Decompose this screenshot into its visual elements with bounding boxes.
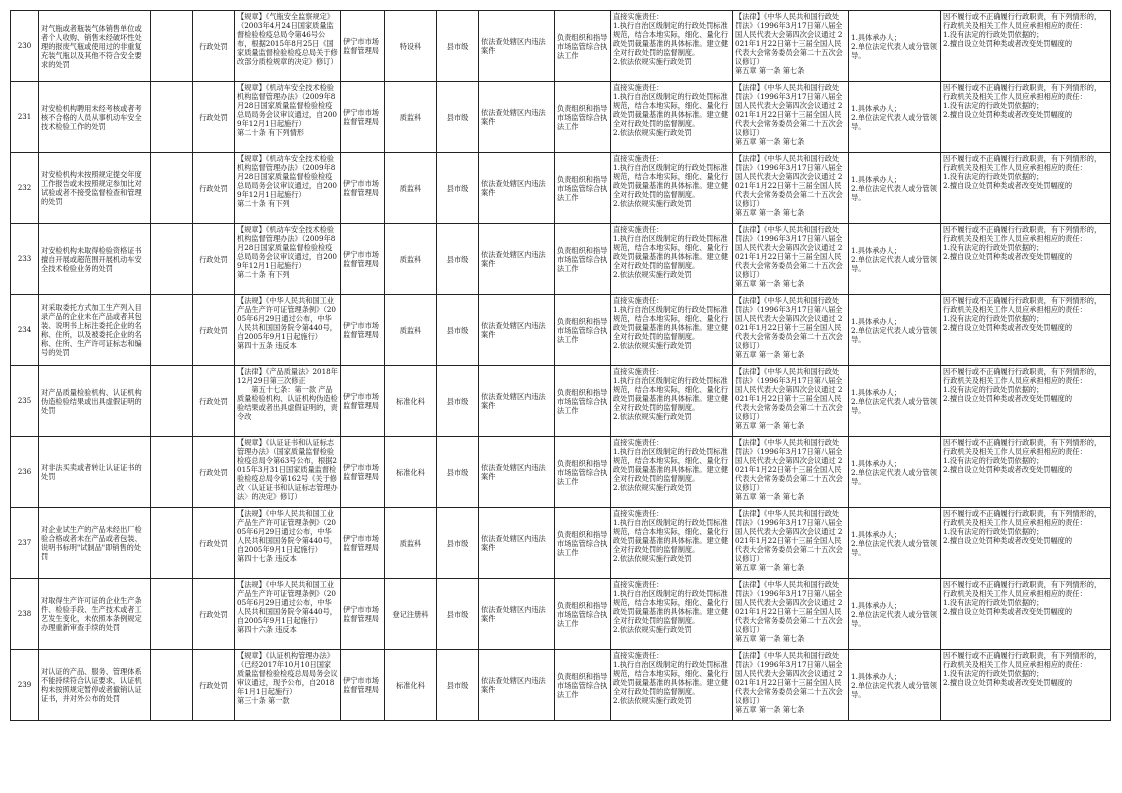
accountability-cell <box>941 508 1111 579</box>
department: 标准化科 <box>396 680 425 690</box>
accountability-cell <box>941 437 1111 508</box>
responsibility-cell <box>611 224 733 295</box>
subject-cell <box>849 82 941 153</box>
row-number: 239 <box>17 680 32 689</box>
duty-cell <box>555 82 611 153</box>
item-type-cell <box>193 224 235 295</box>
department-cell <box>385 650 437 721</box>
item-type-cell <box>193 82 235 153</box>
accountability: 因不履行或不正确履行行政职责，有下列情形的，行政机关及相关工作人员应承担相应的责任： 1.没有法定的行政处罚依据的； 2.擅自设立处罚种类或者改变处罚幅度的 <box>943 580 1102 616</box>
row-number-cell <box>11 366 39 437</box>
responsibility-cell <box>611 366 733 437</box>
accountability-cell <box>941 224 1111 295</box>
subject-cell <box>849 153 941 224</box>
table-row <box>11 366 1111 437</box>
scope-cell <box>479 11 555 82</box>
row-number-cell <box>11 650 39 721</box>
responsibility-basis-cell <box>733 508 849 579</box>
responsibility-cell <box>611 579 733 650</box>
responsible-subject: 1.具体承办人； 2.单位法定代表人或分管领导。 <box>851 671 937 699</box>
row-number: 234 <box>17 325 32 334</box>
department-cell <box>385 224 437 295</box>
item-type: 行政处罚 <box>199 609 228 619</box>
subject-cell <box>849 295 941 366</box>
accountability-cell <box>941 295 1111 366</box>
agency: 伊宁市市场监督管理局 <box>343 179 379 197</box>
agency: 伊宁市市场监督管理局 <box>343 250 379 268</box>
item-name-cell <box>39 437 151 508</box>
document-page <box>10 10 1110 721</box>
subject-cell <box>849 224 941 295</box>
level-cell <box>437 508 479 579</box>
row-number: 233 <box>17 254 32 263</box>
agency-cell <box>341 11 385 82</box>
scope-cell <box>479 295 555 366</box>
accountability: 因不履行或不正确履行行政职责，有下列情形的，行政机关及相关工作人员应承担相应的责任： 1.没有法定的行政处罚依据的； 2.擅自设立处罚种类或者改变处罚幅度的 <box>943 367 1102 403</box>
level-cell <box>437 366 479 437</box>
duty-cell <box>555 650 611 721</box>
legal-basis-cell <box>235 11 341 82</box>
level: 县市级 <box>446 396 469 406</box>
duty-cell <box>555 437 611 508</box>
agency: 伊宁市市场监督管理局 <box>343 392 379 410</box>
item-name-cell <box>39 366 151 437</box>
duty: 负责组织和指导市场监管综合执法工作 <box>557 600 608 628</box>
responsibility: 直接实施责任： 1.执行自治区级制定的行政处罚标准规范，结合本地实际，细化、量化行政处罚裁量基准的具体标准。建立健全对行政处罚的监督制度。 2.依法依规实施行政处罚 <box>613 651 729 705</box>
item-type: 行政处罚 <box>199 680 228 690</box>
legal-basis: 【规章】《认证证书和认证标志管理办法》（国家质量监督检验检疫总局令第63号公布，根据2015年3月31日国家质量监督检验检疫总局令第162号《关于修改〈认证证书和认证标志管理办法〉的决定》修订） <box>237 438 338 501</box>
accountability: 因不履行或不正确履行行政职责，有下列情形的，行政机关及相关工作人员应承担相应的责任： 1.没有法定的行政处罚依据的； 2.擅自设立处罚种类或者改变处罚幅度的 <box>943 296 1102 332</box>
legal-basis-cell <box>235 295 341 366</box>
row-number-cell <box>11 579 39 650</box>
scope: 依法查处辖区内违法案件 <box>481 250 546 268</box>
table-row <box>11 579 1111 650</box>
level: 县市级 <box>446 254 469 264</box>
scope-cell <box>479 82 555 153</box>
row-number-cell <box>11 508 39 579</box>
responsibility-basis-cell <box>733 295 849 366</box>
scope: 依法查处辖区内违法案件 <box>481 321 546 339</box>
blank-cell <box>151 224 193 295</box>
scope: 依法查处辖区内违法案件 <box>481 676 546 694</box>
scope: 依法查处辖区内违法案件 <box>481 605 546 623</box>
item-type: 行政处罚 <box>199 112 228 122</box>
responsibility: 直接实施责任： 1.执行自治区级制定的行政处罚标准规范，结合本地实际，细化、量化行政处罚裁量基准的具体标准。建立健全对行政处罚的监督制度。 2.依法依规实施行政处罚 <box>613 438 729 492</box>
legal-basis-cell <box>235 650 341 721</box>
responsibility-basis: 【法律】《中华人民共和国行政处罚法》（1996年3月17日第八届全国人民代表大会第四次会议通过 2021年1月22日第十三届全国人民代表大会常务委员会第二十五次会议修订） 第五章 第一条 第七条 <box>735 580 843 643</box>
responsible-subject: 1.具体承办人； 2.单位法定代表人或分管领导。 <box>851 103 937 131</box>
agency: 伊宁市市场监督管理局 <box>343 463 379 481</box>
blank-cell <box>151 295 193 366</box>
table-row <box>11 11 1111 82</box>
item-name-cell <box>39 224 151 295</box>
duty: 负责组织和指导市场监管综合执法工作 <box>557 316 608 344</box>
department: 标准化科 <box>396 396 425 406</box>
accountability: 因不履行或不正确履行行政职责，有下列情形的，行政机关及相关工作人员应承担相应的责任： 1.没有法定的行政处罚依据的； 2.擅自设立处罚种类或者改变处罚幅度的 <box>943 154 1102 190</box>
row-number: 232 <box>17 183 32 192</box>
department-cell <box>385 295 437 366</box>
item-type-cell <box>193 366 235 437</box>
item-name-cell <box>39 11 151 82</box>
item-type-cell <box>193 153 235 224</box>
item-type-cell <box>193 11 235 82</box>
legal-basis-cell <box>235 579 341 650</box>
responsibility-basis: 【法律】《中华人民共和国行政处罚法》（1996年3月17日第八届全国人民代表大会第四次会议通过 2021年1月22日第十三届全国人民代表大会常务委员会第二十五次会议修订） 第五章 第一条 第七条 <box>735 367 843 430</box>
row-number: 230 <box>17 41 32 50</box>
legal-basis: 【规章】《机动车安全技术检验机构监督管理办法》（2009年8月28日国家质量监督检验检疫总局局务会议审议通过，自2009年12月1日起施行） 第二十条 有下列 <box>237 154 337 208</box>
legal-basis: 【规章】《机动车安全技术检验机构监督管理办法》（2009年8月28日国家质量监督检验检疫总局局务会议审议通过，自2009年12月1日起施行） 第二十条 有下列 <box>237 225 337 279</box>
level-cell <box>437 650 479 721</box>
accountability: 因不履行或不正确履行行政职责，有下列情形的，行政机关及相关工作人员应承担相应的责任： 1.没有法定的行政处罚依据的； 2.擅自设立处罚种类或者改变处罚幅度的 <box>943 12 1102 48</box>
department: 质监科 <box>399 183 422 193</box>
responsibility-basis-cell <box>733 224 849 295</box>
department-cell <box>385 153 437 224</box>
subject-cell <box>849 11 941 82</box>
blank-cell <box>151 82 193 153</box>
row-number-cell <box>11 295 39 366</box>
responsibility: 直接实施责任： 1.执行自治区级制定的行政处罚标准规范，结合本地实际，细化、量化行政处罚裁量基准的具体标准。建立健全对行政处罚的监督制度。 2.依法依规实施行政处罚 <box>613 12 729 66</box>
duty: 负责组织和指导市场监管综合执法工作 <box>557 671 608 699</box>
legal-basis: 【法规】《中华人民共和国工业产品生产许可证管理条例》（2005年6月29日通过公布，中华人民共和国国务院令第440号，自2005年9月1日起施行） 第四十六条 违反本 <box>237 580 337 634</box>
item-name: 对安检机构聘用未经考核或者考核不合格的人员从事机动车安全技术检验工作的处罚 <box>41 103 142 131</box>
responsible-subject: 1.具体承办人； 2.单位法定代表人或分管领导。 <box>851 245 937 273</box>
duty: 负责组织和指导市场监管综合执法工作 <box>557 387 608 415</box>
agency-cell <box>341 153 385 224</box>
scope: 依法查处辖区内违法案件 <box>481 392 546 410</box>
item-name-cell <box>39 82 151 153</box>
row-number-cell <box>11 153 39 224</box>
item-name: 对气瓶或者瓶装气体销售单位或者个人收购、销售未经破坏性处理的报废气瓶或使用过的非重复充装气瓶以及其他不符合安全要求的处罚 <box>41 23 142 69</box>
item-type-cell <box>193 579 235 650</box>
item-type: 行政处罚 <box>199 396 228 406</box>
item-type: 行政处罚 <box>199 254 228 264</box>
scope-cell <box>479 224 555 295</box>
department: 质监科 <box>399 112 422 122</box>
legal-basis-cell <box>235 82 341 153</box>
responsible-subject: 1.具体承办人； 2.单位法定代表人或分管领导。 <box>851 458 937 486</box>
department-cell <box>385 437 437 508</box>
item-name: 对认证的产品、服务、管理体系不能持续符合认证要求，认证机构未按照规定暂停或者撤销认证证书，并对外公布的处罚 <box>41 667 142 703</box>
scope: 依法查处辖区内违法案件 <box>481 463 546 481</box>
accountability-cell <box>941 153 1111 224</box>
legal-basis-cell <box>235 437 341 508</box>
item-type: 行政处罚 <box>199 41 228 51</box>
accountability: 因不履行或不正确履行行政职责，有下列情形的，行政机关及相关工作人员应承担相应的责任： 1.没有法定的行政处罚依据的； 2.擅自设立处罚种类或者改变处罚幅度的 <box>943 225 1102 261</box>
duty: 负责组织和指导市场监管综合执法工作 <box>557 32 608 60</box>
responsibility-cell <box>611 508 733 579</box>
responsibility-basis: 【法律】《中华人民共和国行政处罚法》（1996年3月17日第八届全国人民代表大会第四次会议通过 2021年1月22日第十三届全国人民代表大会常务委员会第二十五次会议修订） 第五章 第一条 第七条 <box>735 296 843 359</box>
item-name: 对非法买卖或者转让认证证书的处罚 <box>41 463 142 481</box>
table-row <box>11 508 1111 579</box>
responsibility-basis: 【法律】《中华人民共和国行政处罚法》（1996年3月17日第八届全国人民代表大会第四次会议通过 2021年1月22日第十三届全国人民代表大会常务委员会第二十五次会议修订） 第五章 第一条 第七条 <box>735 651 843 714</box>
agency-cell <box>341 508 385 579</box>
responsibility: 直接实施责任： 1.执行自治区级制定的行政处罚标准规范，结合本地实际，细化、量化行政处罚裁量基准的具体标准。建立健全对行政处罚的监督制度。 2.依法依规实施行政处罚 <box>613 509 729 563</box>
agency: 伊宁市市场监督管理局 <box>343 676 379 694</box>
duty-cell <box>555 508 611 579</box>
duty: 负责组织和指导市场监管综合执法工作 <box>557 103 608 131</box>
item-name: 对安检机构未取得检验资格证书擅自开展或超范围开展机动车安全技术检验业务的处罚 <box>41 245 142 273</box>
item-name: 对企业试生产的产品未经出厂检验合格或者未在产品或者包装、说明书标明"试制品"即销售的处罚 <box>41 525 142 561</box>
subject-cell <box>849 650 941 721</box>
accountability-cell <box>941 650 1111 721</box>
accountability: 因不履行或不正确履行行政职责，有下列情形的，行政机关及相关工作人员应承担相应的责任： 1.没有法定的行政处罚依据的； 2.擅自设立处罚种类或者改变处罚幅度的 <box>943 438 1102 474</box>
row-number: 237 <box>17 538 32 547</box>
item-type-cell <box>193 295 235 366</box>
accountability-cell <box>941 579 1111 650</box>
responsibility-cell <box>611 650 733 721</box>
responsibility-cell <box>611 153 733 224</box>
department-cell <box>385 579 437 650</box>
level: 县市级 <box>446 680 469 690</box>
department: 特设科 <box>399 41 422 51</box>
responsibility-basis: 【法律】《中华人民共和国行政处罚法》（1996年3月17日第八届全国人民代表大会第四次会议通过 2021年1月22日第十三届全国人民代表大会常务委员会第二十五次会议修订） 第五章 第一条 第七条 <box>735 154 843 217</box>
responsibility-basis: 【法律】《中华人民共和国行政处罚法》（1996年3月17日第八届全国人民代表大会第四次会议通过 2021年1月22日第十三届全国人民代表大会常务委员会第二十五次会议修订） 第五章 第一条 第七条 <box>735 438 843 501</box>
duty-cell <box>555 295 611 366</box>
row-number-cell <box>11 437 39 508</box>
table-body <box>11 11 1111 721</box>
legal-basis: 【法规】《中华人民共和国工业产品生产许可证管理条例》（2005年6月29日通过公布，中华人民共和国国务院令第440号，自2005年9月1日起施行） 第四十七条 违反本 <box>237 509 337 563</box>
duty-cell <box>555 224 611 295</box>
legal-basis-cell <box>235 224 341 295</box>
responsibility: 直接实施责任： 1.执行自治区级制定的行政处罚标准规范，结合本地实际，细化、量化行政处罚裁量基准的具体标准。建立健全对行政处罚的监督制度。 2.依法依规实施行政处罚 <box>613 225 729 279</box>
responsible-subject: 1.具体承办人； 2.单位法定代表人或分管领导。 <box>851 174 937 202</box>
subject-cell <box>849 366 941 437</box>
responsibility-basis-cell <box>733 437 849 508</box>
item-name-cell <box>39 579 151 650</box>
level-cell <box>437 153 479 224</box>
responsibility: 直接实施责任： 1.执行自治区级制定的行政处罚标准规范，结合本地实际，细化、量化行政处罚裁量基准的具体标准。建立健全对行政处罚的监督制度。 2.依法依规实施行政处罚 <box>613 296 729 350</box>
row-number: 238 <box>17 609 32 618</box>
table-row <box>11 224 1111 295</box>
level: 县市级 <box>446 467 469 477</box>
department: 质监科 <box>399 254 422 264</box>
table-row <box>11 295 1111 366</box>
scope: 依法查处辖区内违法案件 <box>481 534 546 552</box>
item-name-cell <box>39 153 151 224</box>
scope-cell <box>479 579 555 650</box>
subject-cell <box>849 508 941 579</box>
item-name-cell <box>39 295 151 366</box>
responsibility-basis-cell <box>733 366 849 437</box>
duty: 负责组织和指导市场监管综合执法工作 <box>557 174 608 202</box>
responsibility-basis-cell <box>733 153 849 224</box>
agency: 伊宁市市场监督管理局 <box>343 37 379 55</box>
agency-cell <box>341 579 385 650</box>
scope-cell <box>479 366 555 437</box>
legal-basis: 【规章】《气瓶安全监察规定》（2003年4月24日国家质量监督检验检疫总局令第46号公布，根据2015年8月25日《国家质量监督检验检疫总局关于修改部分质检规章的决定》修订） <box>237 12 338 66</box>
agency: 伊宁市市场监督管理局 <box>343 108 379 126</box>
legal-basis-cell <box>235 153 341 224</box>
item-type: 行政处罚 <box>199 538 228 548</box>
row-number: 235 <box>17 396 32 405</box>
level-cell <box>437 11 479 82</box>
agency-cell <box>341 437 385 508</box>
scope-cell <box>479 153 555 224</box>
responsible-subject: 1.具体承办人； 2.单位法定代表人或分管领导。 <box>851 600 937 628</box>
responsibility-cell <box>611 295 733 366</box>
item-name: 对安检机构未按照规定提交年度工作报告或未按照规定参加比对试验或者不接受监督检查和管理的处罚 <box>41 170 142 206</box>
power-list-table <box>10 10 1111 721</box>
agency: 伊宁市市场监督管理局 <box>343 605 379 623</box>
scope: 依法查处辖区内违法案件 <box>481 179 546 197</box>
legal-basis: 【规章】《机动车安全技术检验机构监督管理办法》（2009年8月28日国家质量监督检验检疫总局局务会议审议通过，自2009年12月1日起施行） 第二十条 有下列情形 <box>237 83 337 137</box>
responsible-subject: 1.具体承办人； 2.单位法定代表人或分管领导。 <box>851 32 937 60</box>
table-row <box>11 650 1111 721</box>
accountability: 因不履行或不正确履行行政职责，有下列情形的，行政机关及相关工作人员应承担相应的责任： 1.没有法定的行政处罚依据的； 2.擅自设立处罚种类或者改变处罚幅度的 <box>943 83 1102 119</box>
item-type: 行政处罚 <box>199 325 228 335</box>
blank-cell <box>151 579 193 650</box>
accountability-cell <box>941 11 1111 82</box>
blank-cell <box>151 508 193 579</box>
row-number-cell <box>11 82 39 153</box>
item-name: 对取得生产许可证的企业生产条件、检验手段、生产技术或者工艺发生变化，未依照本条例规定办理重新审查手续的处罚 <box>41 596 142 632</box>
duty: 负责组织和指导市场监管综合执法工作 <box>557 245 608 273</box>
blank-cell <box>151 437 193 508</box>
row-number: 236 <box>17 467 32 476</box>
responsible-subject: 1.具体承办人； 2.单位法定代表人或分管领导。 <box>851 316 937 344</box>
department: 质监科 <box>399 538 422 548</box>
scope-cell <box>479 508 555 579</box>
legal-basis-cell <box>235 508 341 579</box>
legal-basis: 【规章】《认证机构管理办法》（已经2017年10月10日国家质量监督检验检疫总局局务会议审议通过，现予公布，自2018年1月1日起施行） 第三十条 第一款 <box>237 651 338 705</box>
legal-basis: 【法规】《中华人民共和国工业产品生产许可证管理条例》（2005年6月29日通过公布，中华人民共和国国务院令第440号，自2005年9月1日起施行） 第四十五条 违反本 <box>237 296 337 350</box>
responsibility-basis: 【法律】《中华人民共和国行政处罚法》（1996年3月17日第八届全国人民代表大会第四次会议通过 2021年1月22日第十三届全国人民代表大会常务委员会第二十五次会议修订） 第五章 第一条 第七条 <box>735 83 843 146</box>
level-cell <box>437 224 479 295</box>
responsible-subject: 1.具体承办人； 2.单位法定代表人或分管领导。 <box>851 529 937 557</box>
responsibility: 直接实施责任： 1.执行自治区级制定的行政处罚标准规范，结合本地实际，细化、量化行政处罚裁量基准的具体标准。建立健全对行政处罚的监督制度。 2.依法依规实施行政处罚 <box>613 367 729 421</box>
level: 县市级 <box>446 41 469 51</box>
duty: 负责组织和指导市场监管综合执法工作 <box>557 529 608 557</box>
table-row <box>11 437 1111 508</box>
level: 县市级 <box>446 112 469 122</box>
responsibility-cell <box>611 437 733 508</box>
accountability-cell <box>941 82 1111 153</box>
department-cell <box>385 366 437 437</box>
responsibility-basis-cell <box>733 82 849 153</box>
subject-cell <box>849 579 941 650</box>
duty-cell <box>555 366 611 437</box>
item-type-cell <box>193 650 235 721</box>
responsibility-basis-cell <box>733 650 849 721</box>
duty: 负责组织和指导市场监管综合执法工作 <box>557 458 608 486</box>
agency-cell <box>341 295 385 366</box>
department: 质监科 <box>399 325 422 335</box>
item-type-cell <box>193 508 235 579</box>
item-name-cell <box>39 508 151 579</box>
blank-cell <box>151 366 193 437</box>
scope: 依法查处辖区内违法案件 <box>481 37 546 55</box>
legal-basis: 【法律】《产品质量法》2018年12月29日第三次修正 第五十七条：第一款 产品质量检验机构、认证机构伪造检验结果或者出具虚假证明的，责令改 <box>237 367 338 421</box>
item-name: 对采取委托方式加工生产列入目录产品的企业未在产品或者其包装、说明书上标注委托企业的名称、住所，以及被委托企业的名称、住所、生产许可证标志和编号的处罚 <box>41 303 142 357</box>
table-row <box>11 153 1111 224</box>
duty-cell <box>555 11 611 82</box>
responsibility-basis-cell <box>733 579 849 650</box>
level: 县市级 <box>446 325 469 335</box>
level: 县市级 <box>446 538 469 548</box>
item-type-cell <box>193 437 235 508</box>
responsibility: 直接实施责任： 1.执行自治区级制定的行政处罚标准规范，结合本地实际，细化、量化行政处罚裁量基准的具体标准。建立健全对行政处罚的监督制度。 2.依法依规实施行政处罚 <box>613 83 729 137</box>
accountability: 因不履行或不正确履行行政职责，有下列情形的，行政机关及相关工作人员应承担相应的责任： 1.没有法定的行政处罚依据的； 2.擅自设立处罚种类或者改变处罚幅度的 <box>943 509 1102 545</box>
blank-cell <box>151 11 193 82</box>
department-cell <box>385 508 437 579</box>
scope-cell <box>479 437 555 508</box>
item-name-cell <box>39 650 151 721</box>
responsibility-cell <box>611 11 733 82</box>
legal-basis-cell <box>235 366 341 437</box>
level-cell <box>437 579 479 650</box>
responsibility-basis-cell <box>733 11 849 82</box>
table-row <box>11 82 1111 153</box>
blank-cell <box>151 153 193 224</box>
responsibility: 直接实施责任： 1.执行自治区级制定的行政处罚标准规范，结合本地实际，细化、量化行政处罚裁量基准的具体标准。建立健全对行政处罚的监督制度。 2.依法依规实施行政处罚 <box>613 580 729 634</box>
responsibility-basis: 【法律】《中华人民共和国行政处罚法》（1996年3月17日第八届全国人民代表大会第四次会议通过 2021年1月22日第十三届全国人民代表大会常务委员会第二十五次会议修订） 第五章 第一条 第七条 <box>735 225 843 288</box>
responsible-subject: 1.具体承办人； 2.单位法定代表人或分管领导。 <box>851 387 937 415</box>
accountability-cell <box>941 366 1111 437</box>
department: 标准化科 <box>396 467 425 477</box>
agency: 伊宁市市场监督管理局 <box>343 321 379 339</box>
item-type: 行政处罚 <box>199 467 228 477</box>
scope-cell <box>479 650 555 721</box>
agency-cell <box>341 366 385 437</box>
level-cell <box>437 82 479 153</box>
row-number-cell <box>11 224 39 295</box>
scope: 依法查处辖区内违法案件 <box>481 108 546 126</box>
blank-cell <box>151 650 193 721</box>
agency-cell <box>341 82 385 153</box>
row-number: 231 <box>17 112 32 121</box>
level: 县市级 <box>446 183 469 193</box>
agency-cell <box>341 650 385 721</box>
agency-cell <box>341 224 385 295</box>
level-cell <box>437 437 479 508</box>
department-cell <box>385 11 437 82</box>
level: 县市级 <box>446 609 469 619</box>
subject-cell <box>849 437 941 508</box>
agency: 伊宁市市场监督管理局 <box>343 534 379 552</box>
item-type: 行政处罚 <box>199 183 228 193</box>
responsibility: 直接实施责任： 1.执行自治区级制定的行政处罚标准规范，结合本地实际，细化、量化行政处罚裁量基准的具体标准。建立健全对行政处罚的监督制度。 2.依法依规实施行政处罚 <box>613 154 729 208</box>
accountability: 因不履行或不正确履行行政职责，有下列情形的，行政机关及相关工作人员应承担相应的责任： 1.没有法定的行政处罚依据的； 2.擅自设立处罚种类或者改变处罚幅度的 <box>943 651 1102 687</box>
responsibility-basis: 【法律】《中华人民共和国行政处罚法》（1996年3月17日第八届全国人民代表大会第四次会议通过 2021年1月22日第十三届全国人民代表大会常务委员会第二十五次会议修订） 第五章 第一条 第七条 <box>735 509 843 572</box>
duty-cell <box>555 153 611 224</box>
item-name: 对产品质量检验机构、认证机构伪造检验结果或出具虚假证明的处罚 <box>41 387 142 415</box>
duty-cell <box>555 579 611 650</box>
department-cell <box>385 82 437 153</box>
row-number-cell <box>11 11 39 82</box>
responsibility-basis: 【法律】《中华人民共和国行政处罚法》（1996年3月17日第八届全国人民代表大会第四次会议通过 2021年1月22日第十三届全国人民代表大会常务委员会第二十五次会议修订） 第五章 第一条 第七条 <box>735 12 843 75</box>
department: 登记注册科 <box>392 609 429 619</box>
level-cell <box>437 295 479 366</box>
responsibility-cell <box>611 82 733 153</box>
